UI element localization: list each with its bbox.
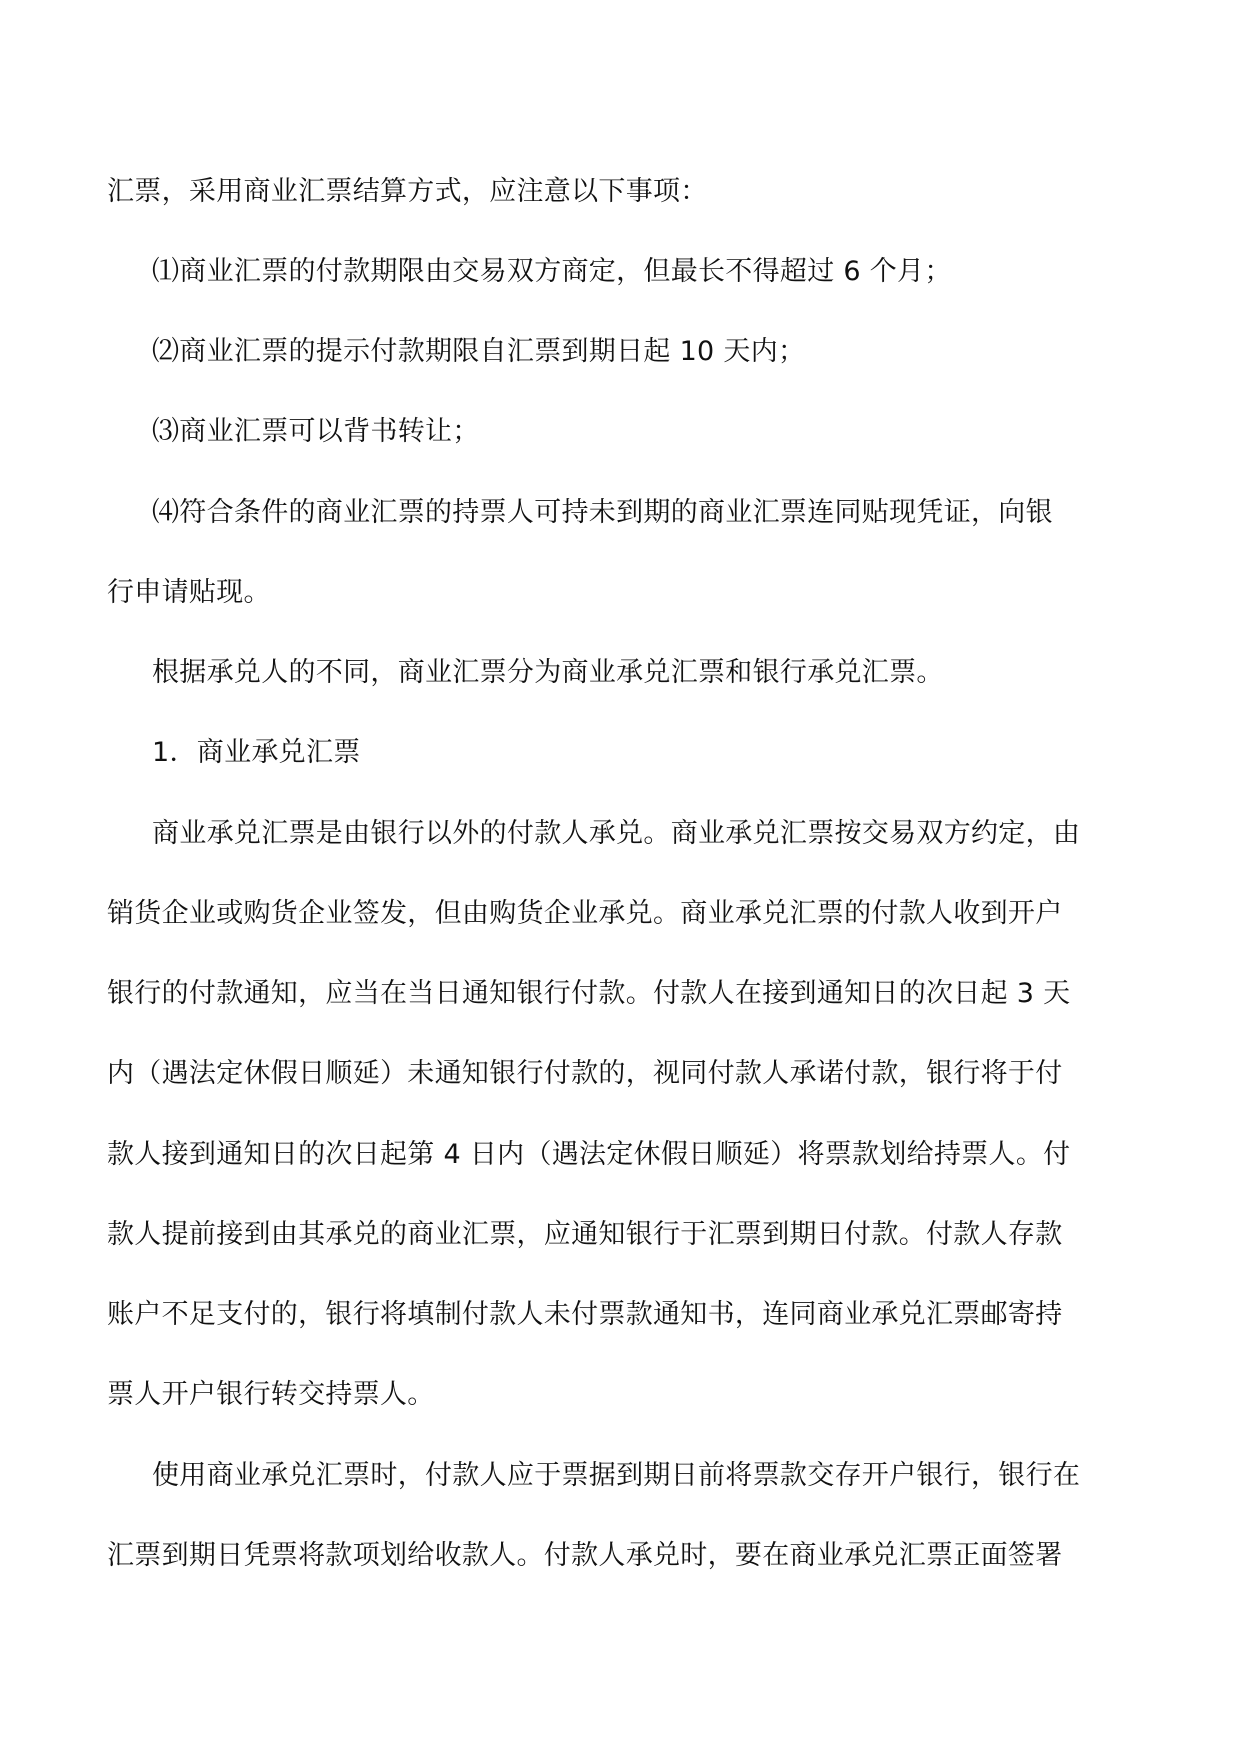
text-line: 汇票到期日凭票将款项划给收款人。付款人承兑时，要在商业承兑汇票正面签署 — [107, 1540, 1063, 1571]
text-line: 款人提前接到由其承兑的商业汇票，应通知银行于汇票到期日付款。付款人存款 — [107, 1219, 1063, 1250]
text-line: 销货企业或购货企业签发，但由购货企业承兑。商业承兑汇票的付款人收到开户 — [107, 898, 1063, 929]
text-line: 款人接到通知日的次日起第 4 日内（遇法定休假日顺延）将票款划给持票人。付 — [107, 1139, 1071, 1170]
text-line: 行申请贴现。 — [107, 577, 271, 608]
text-line: 商业承兑汇票是由银行以外的付款人承兑。商业承兑汇票按交易双方约定，由 — [152, 818, 1081, 849]
text-line: 根据承兑人的不同，商业汇票分为商业承兑汇票和银行承兑汇票。 — [152, 657, 944, 688]
list-item: ⑶商业汇票可以背书转让； — [152, 416, 480, 447]
text-line: 使用商业承兑汇票时，付款人应于票据到期日前将票款交存开户银行，银行在 — [152, 1460, 1081, 1491]
list-item: ⑵商业汇票的提示付款期限自汇票到期日起 10 天内； — [152, 336, 806, 367]
list-item: ⑷符合条件的商业汇票的持票人可持未到期的商业汇票连同贴现凭证，向银 — [152, 497, 1053, 528]
text-line: 银行的付款通知，应当在当日通知银行付款。付款人在接到通知日的次日起 3 天 — [107, 978, 1071, 1009]
list-item: ⑴商业汇票的付款期限由交易双方商定，但最长不得超过 6 个月； — [152, 256, 952, 287]
text-line: 内（遇法定休假日顺延）未通知银行付款的，视同付款人承诺付款，银行将于付 — [107, 1058, 1063, 1089]
text-line: 账户不足支付的，银行将填制付款人未付票款通知书，连同商业承兑汇票邮寄持 — [107, 1299, 1063, 1330]
text-line: 汇票，采用商业汇票结算方式，应注意以下事项： — [107, 176, 708, 207]
text-line: 票人开户银行转交持票人。 — [107, 1379, 435, 1410]
section-heading: 1．商业承兑汇票 — [152, 737, 361, 768]
